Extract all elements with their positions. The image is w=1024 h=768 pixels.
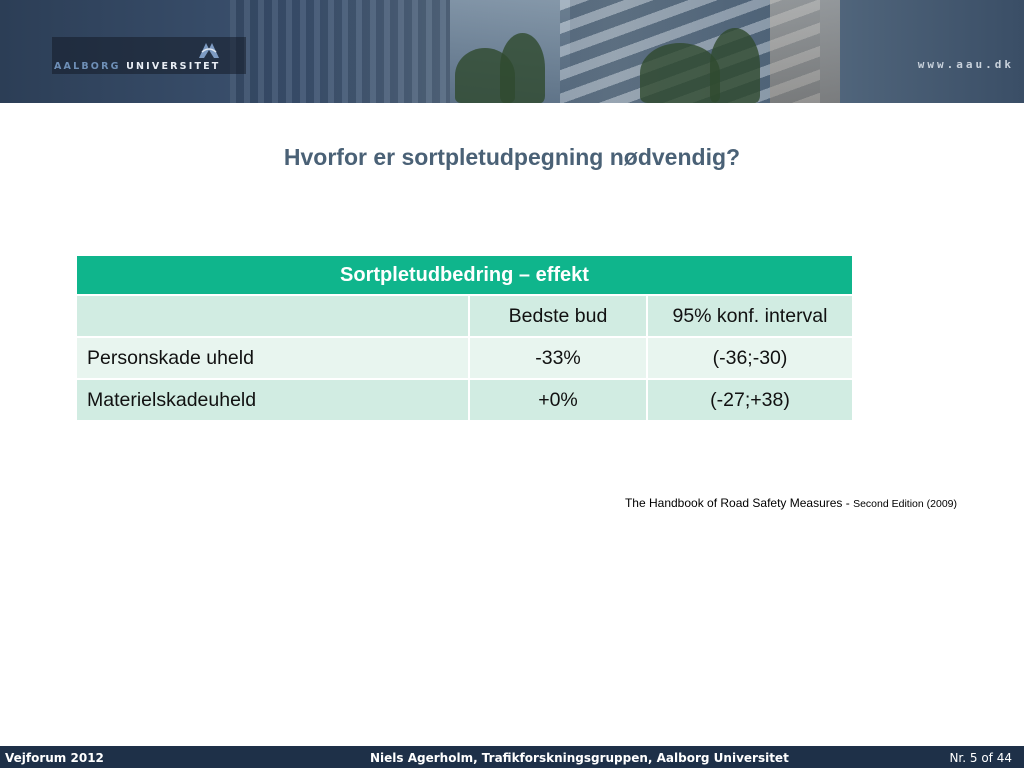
- confidence-interval-cell: (-27;+38): [647, 379, 853, 421]
- best-estimate-cell: +0%: [469, 379, 647, 421]
- university-logo-text: [54, 61, 221, 72]
- effect-table: [75, 254, 854, 422]
- header-banner: [0, 0, 1024, 103]
- logo-brand: AALBORG: [54, 61, 121, 72]
- footer-author: Niels Agerholm, Trafikforskningsgruppen, Aalborg Universitet: [370, 751, 789, 765]
- tree-decoration: [710, 28, 760, 103]
- table-caption: Sortpletudbedring – effekt: [76, 255, 853, 295]
- tree-decoration: [500, 33, 545, 103]
- source-title: The Handbook of Road Safety Measures -: [624, 496, 854, 510]
- column-header-confidence-interval: 95% konf. interval: [647, 295, 853, 337]
- table-header-row: [76, 295, 853, 337]
- source-citation: [625, 496, 957, 510]
- row-label: Personskade uheld: [76, 337, 469, 379]
- slide-title: Hvorfor er sortpletudpegning nødvendig?: [283, 144, 741, 170]
- footer-event: Vejforum 2012: [5, 751, 104, 765]
- column-header-best-estimate: Bedste bud: [469, 295, 647, 337]
- tree-decoration: [640, 43, 720, 103]
- aau-logo-icon: [196, 40, 222, 60]
- footer-page-number: Nr. 5 of 44: [949, 751, 1012, 765]
- confidence-interval-cell: (-36;-30): [647, 337, 853, 379]
- logo-rest: UNIVERSITET: [126, 61, 221, 72]
- building-photo-left: [230, 0, 450, 103]
- table-caption-row: [76, 255, 853, 295]
- table-row: [76, 337, 853, 379]
- best-estimate-cell: -33%: [469, 337, 647, 379]
- website-url[interactable]: www.aau.dk: [917, 58, 1014, 71]
- building-brick-wall: [770, 0, 840, 103]
- footer-bar: [0, 746, 1024, 768]
- column-header-label: [76, 295, 469, 337]
- table-row: [76, 379, 853, 421]
- source-edition: Second Edition (2009): [853, 498, 957, 510]
- row-label: Materielskadeuheld: [76, 379, 469, 421]
